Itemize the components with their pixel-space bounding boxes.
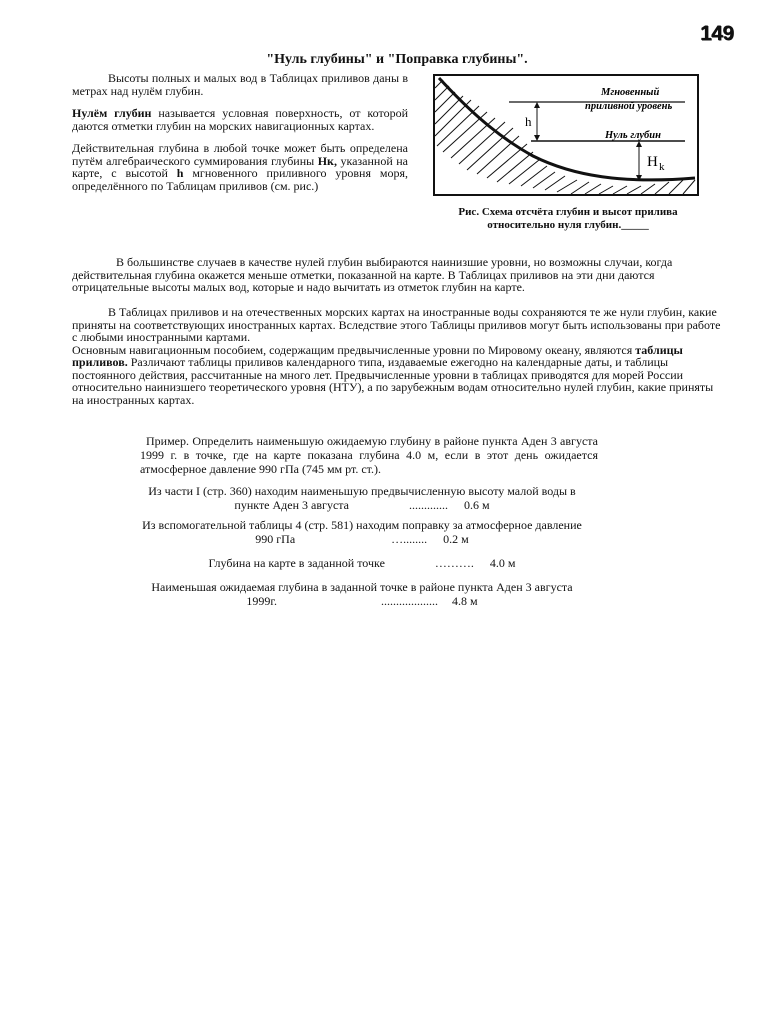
body-paragraph-2-block: [72, 306, 722, 406]
step-3-line: [100, 556, 624, 570]
step-2-leader-dots: …........: [391, 532, 428, 546]
example-step-2: [100, 518, 624, 546]
body-paragraph-1-block: [72, 256, 722, 294]
definition-paragraph: [72, 107, 408, 132]
actual-depth-text-2: указанной на карте, с высотой: [72, 153, 409, 180]
step-1-line-1: Из части I (стр. 360) находим наименьшую предвычисленную высоту малой воды в: [148, 484, 576, 498]
step-2-text: 990 гПа: [255, 532, 296, 546]
actual-depth-paragraph: [72, 142, 408, 192]
example-intro-text: Пример. Определить наименьшую ожидаемую глубину в районе пункта Аден 3 августа 1999 г. в точке, где на карте показана глубина 4.0 м, если в этот день ожидается атмосферное давление 990 гПа (745 мм рт. ст.).: [140, 434, 598, 476]
step-2-value: 0.2 м: [443, 532, 469, 546]
step-2-line-2: [100, 532, 624, 546]
page-title: "Нуль глубины" и "Поправка глубины".: [266, 52, 528, 67]
body-paragraph-3-text-2: Различают таблицы приливов календарного типа, издаваемые ежегодно на календарные даты, и таблицы постоянного действия, рассчитанные на много лет. Предвычисленные уровни в таблицах приводятся для морей России относительно наинизшего теоретического уровня (НТУ), а по зарубежным водам относительно нулей глубин, какие приняты на иностранных картах.: [72, 355, 714, 407]
step-4-line-2: [100, 594, 624, 608]
left-column: [72, 72, 408, 202]
body-paragraph-3: [72, 344, 722, 407]
example-intro: [140, 434, 598, 476]
step-4-value: 4.8 м: [451, 594, 478, 608]
term-hk: Нк,: [317, 153, 337, 168]
label-zero-depth: Нуль глубин: [605, 130, 661, 141]
figure-caption: Рис. Схема отсчёта глубин и высот прилива относительно нуля глубин._____: [458, 206, 678, 231]
actual-depth-text-1: Действительная глубина в любой точке может быть определена путём алгебраического суммирования глубины: [72, 141, 408, 168]
term-zero-depth: Нулём глубин: [72, 106, 152, 120]
step-1-value: 0.6 м: [463, 498, 490, 512]
label-instant-line2: приливной уровень: [585, 101, 673, 112]
example-step-4: [100, 580, 624, 608]
label-hk-subscript: k: [659, 161, 665, 173]
label-instant-line1: Мгновенный: [601, 87, 660, 98]
definition-text: называется условная поверхность, от которой даются отметки глубин на морских навигационных картах.: [72, 106, 408, 133]
intro-paragraph: Высоты полных и малых вод в Таблицах приливов даны в метрах над нулём глубин.: [72, 71, 408, 98]
term-h: h: [176, 166, 184, 180]
example-step-3: [100, 556, 624, 570]
page-number: 149: [700, 22, 734, 45]
step-4-line-1: Наименьшая ожидаемая глубина в заданной точке в районе пункта Аден 3 августа: [151, 580, 573, 594]
actual-depth-text-3: мгновенного приливного уровня моря, определённого по Таблицам приливов (см. рис.): [72, 166, 408, 193]
label-h: h: [525, 114, 532, 129]
step-2-line-1: Из вспомогательной таблицы 4 (стр. 581) находим поправку за атмосферное давление: [142, 518, 582, 532]
step-3-text: Глубина на карте в заданной точке: [208, 556, 385, 570]
body-paragraph-2: В Таблицах приливов и на отечественных морских картах на иностранные воды сохраняются те же нули глубин, какие приняты на соответствующих иностранных картах. Вследствие этого Таблицы приливов могут быть использованы при работе с любыми иностранными картами.: [72, 305, 721, 344]
body-paragraph-1: В большинстве случаев в качестве нулей глубин выбираются наинизшие уровни, но возможны случаи, когда действительная глубина окажется меньше отметки, показанной на карте. В Таблицах приливов на эти дни даются отрицательные высоты малых вод, которые и надо вычитать из отметок глубин на карте.: [72, 255, 673, 294]
step-1-line-2: [100, 498, 624, 512]
step-3-leader-dots: ……….: [434, 556, 474, 570]
diagram-svg: [433, 74, 699, 196]
tide-depth-diagram: [433, 74, 699, 196]
step-4-leader-dots: ...................: [380, 594, 438, 608]
step-3-value: 4.0 м: [489, 556, 516, 570]
label-hk: H: [647, 154, 658, 170]
step-1-text: пункте Аден 3 августа: [234, 498, 349, 512]
step-1-leader-dots: .............: [408, 498, 448, 512]
body-paragraph-3-text-1: Основным навигационным пособием, содержащим предвычисленные уровни по Мировому океану, являются: [72, 342, 636, 357]
step-4-text: 1999г.: [246, 594, 277, 608]
term-tide-tables: таблицы приливов.: [72, 342, 683, 369]
example-step-1: [100, 484, 624, 512]
